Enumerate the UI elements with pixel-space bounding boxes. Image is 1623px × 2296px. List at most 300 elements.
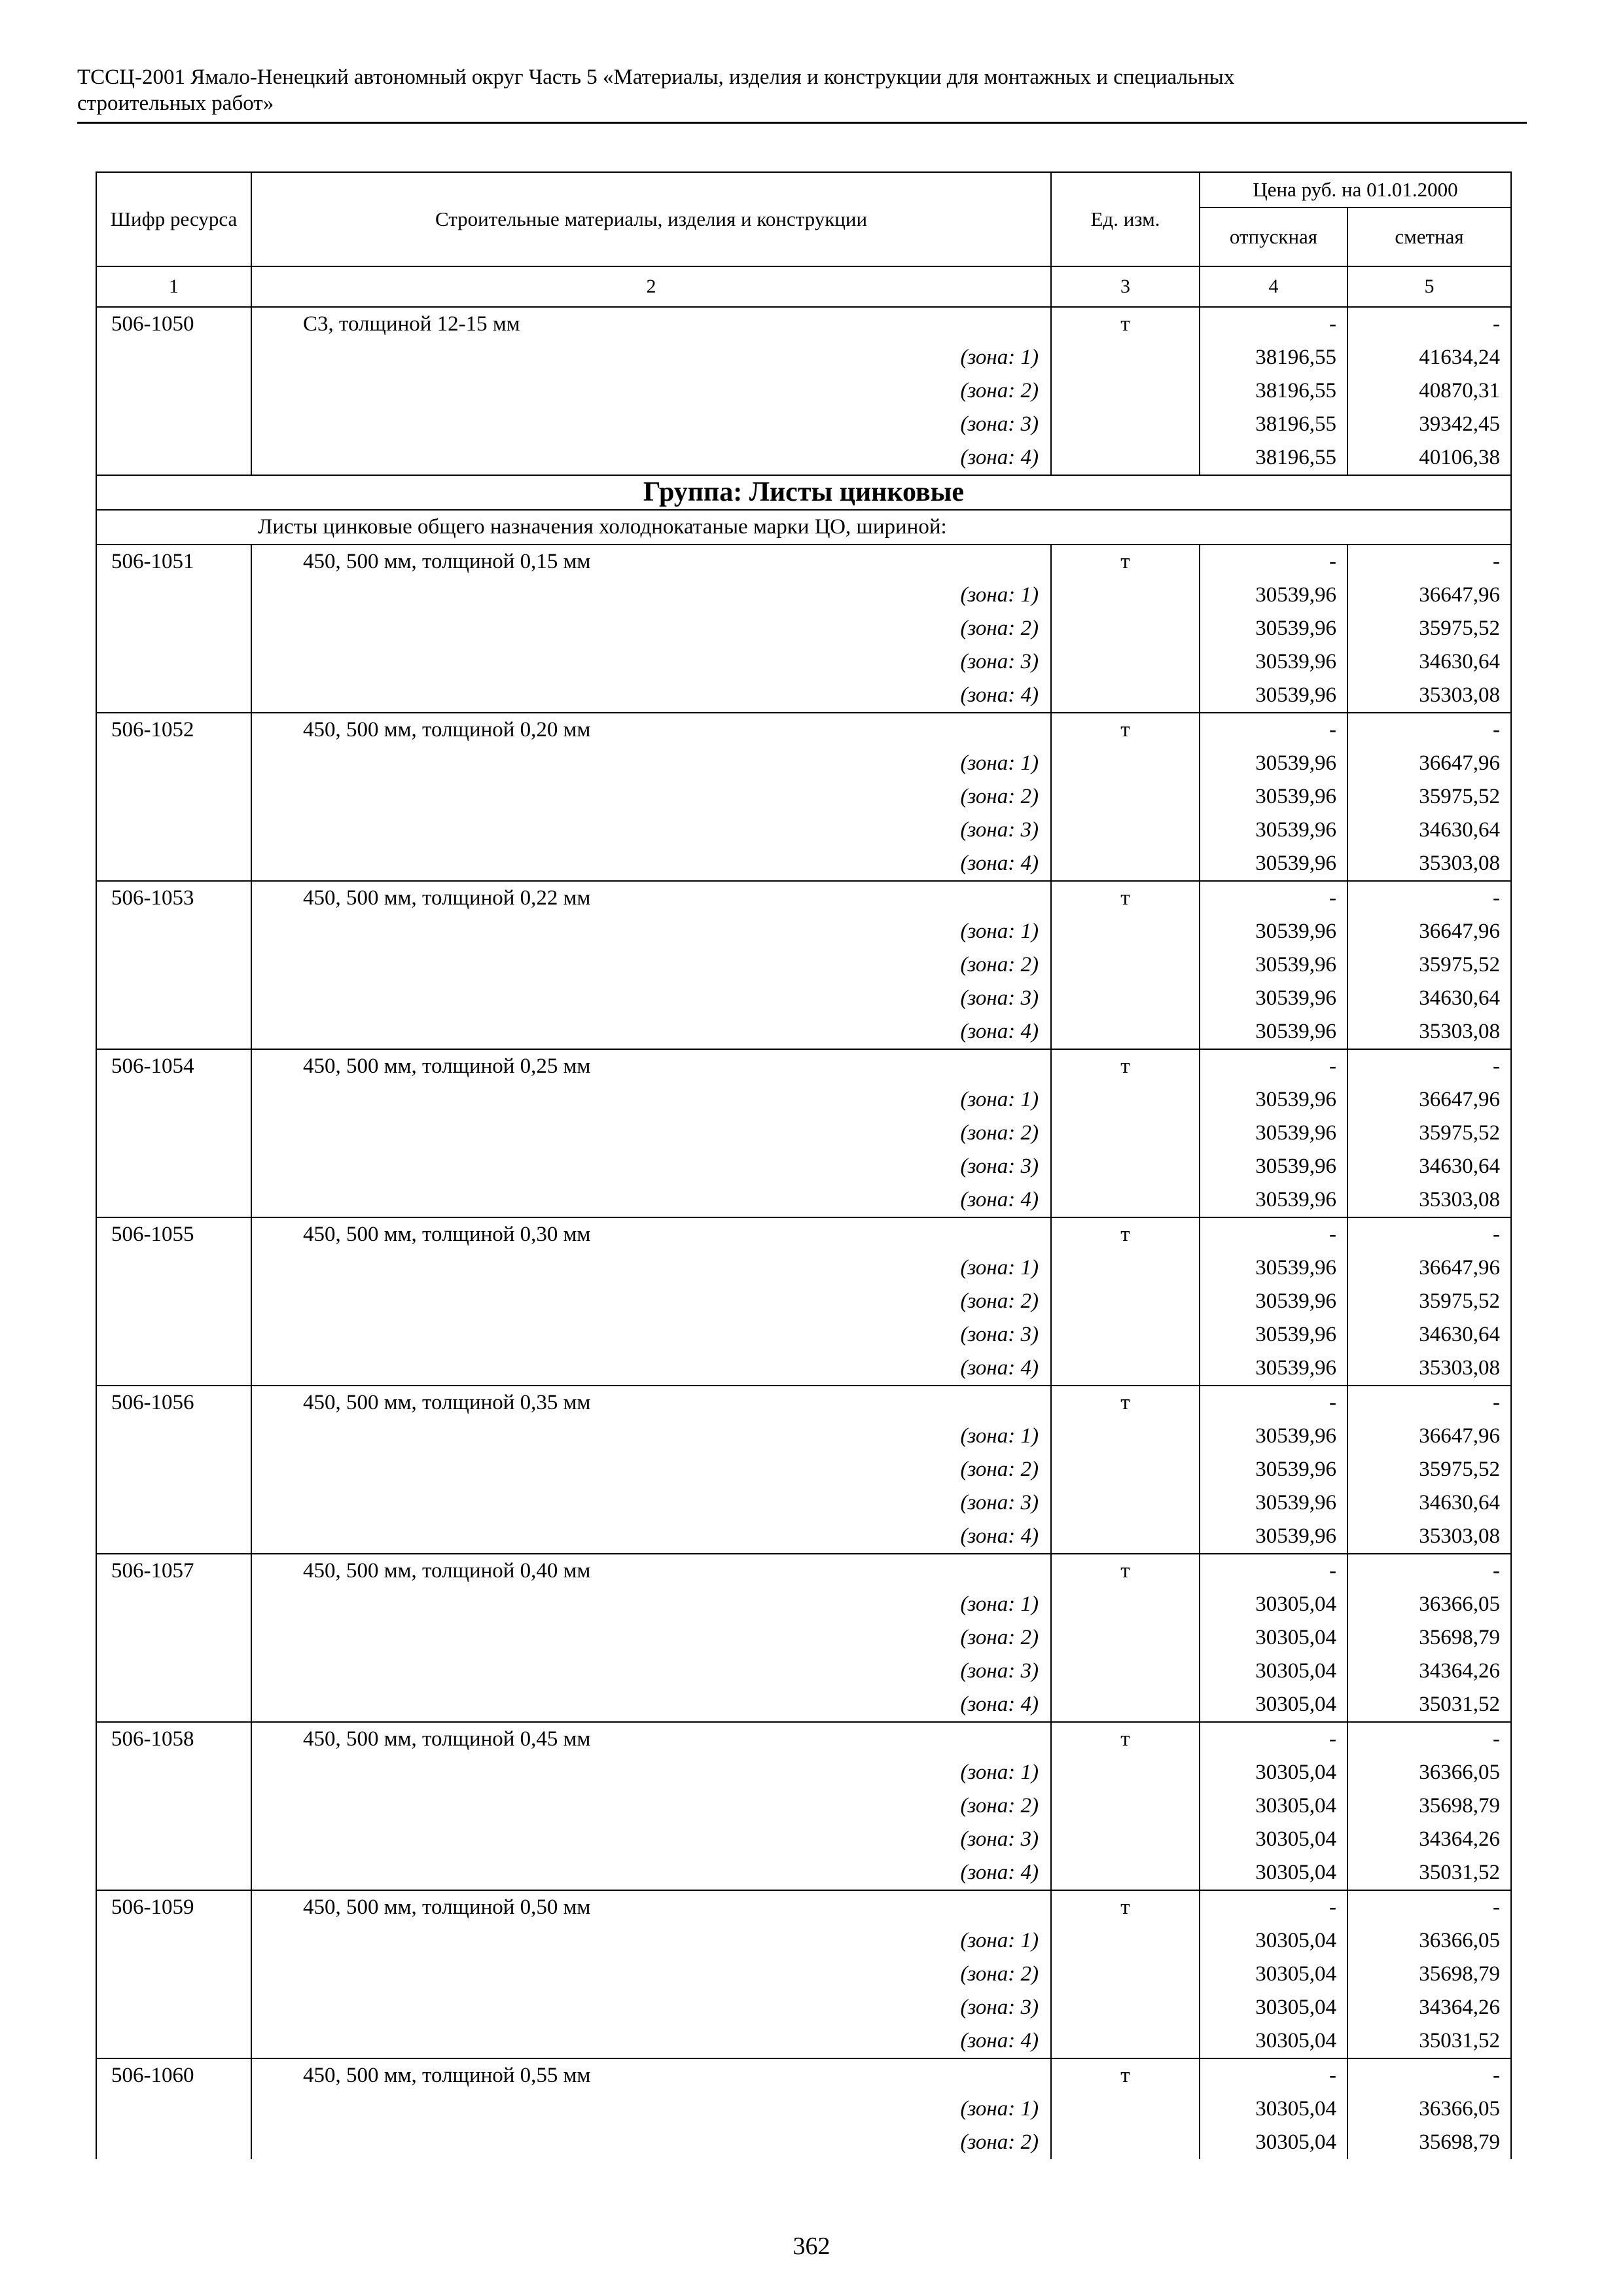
release-price: 38196,55	[1200, 408, 1347, 441]
table-row	[96, 307, 1511, 341]
zone-label: (зона: 2)	[251, 1117, 1051, 1150]
zone-row	[96, 408, 1511, 441]
empty-cell	[1051, 1453, 1200, 1486]
estimate-price: 34630,64	[1347, 1318, 1511, 1352]
release-price: 30305,04	[1200, 1789, 1347, 1823]
empty-cell	[1051, 847, 1200, 881]
release-price: -	[1200, 545, 1347, 579]
resource-code: 506-1051	[96, 545, 251, 579]
table-row	[96, 1217, 1511, 1251]
estimate-price: -	[1347, 1049, 1511, 1083]
zone-label: (зона: 1)	[251, 1420, 1051, 1453]
estimate-price: 34630,64	[1347, 645, 1511, 679]
table-row	[96, 2058, 1511, 2092]
empty-cell	[96, 948, 251, 982]
subgroup-title: Листы цинковые общего назначения холоднокатаные марки ЦО, шириной:	[96, 510, 1511, 545]
resource-code: 506-1058	[96, 1722, 251, 1756]
empty-cell	[1051, 1789, 1200, 1823]
estimate-price: -	[1347, 881, 1511, 915]
release-price: 30305,04	[1200, 1756, 1347, 1789]
empty-cell	[1051, 1756, 1200, 1789]
empty-cell	[1051, 1486, 1200, 1520]
estimate-price: 39342,45	[1347, 408, 1511, 441]
header-estimate: сметная	[1347, 207, 1511, 266]
empty-cell	[96, 1688, 251, 1722]
estimate-price: 34630,64	[1347, 1486, 1511, 1520]
resource-code: 506-1060	[96, 2058, 251, 2092]
empty-cell	[1051, 1688, 1200, 1722]
release-price: 30539,96	[1200, 747, 1347, 780]
empty-cell	[96, 1958, 251, 1991]
unit-cell: т	[1051, 713, 1200, 747]
zone-row	[96, 847, 1511, 881]
material-name: 450, 500 мм, толщиной 0,35 мм	[251, 1386, 1051, 1420]
empty-cell	[96, 1318, 251, 1352]
estimate-price: -	[1347, 1890, 1511, 1924]
zone-label: (зона: 3)	[251, 1823, 1051, 1856]
release-price: 30539,96	[1200, 1117, 1347, 1150]
empty-cell	[96, 374, 251, 408]
release-price: 30305,04	[1200, 2024, 1347, 2058]
header-name: Строительные материалы, изделия и конструкции	[251, 172, 1051, 266]
empty-cell	[96, 1453, 251, 1486]
release-price: 30539,96	[1200, 579, 1347, 612]
release-price: 30539,96	[1200, 982, 1347, 1015]
zone-label: (зона: 1)	[251, 341, 1051, 374]
group-title: Группа: Листы цинковые	[96, 475, 1511, 510]
empty-cell	[1051, 679, 1200, 713]
release-price: -	[1200, 881, 1347, 915]
release-price: 30539,96	[1200, 645, 1347, 679]
empty-cell	[1051, 2092, 1200, 2126]
table-row	[96, 1890, 1511, 1924]
estimate-price: 35698,79	[1347, 1789, 1511, 1823]
column-number-row	[96, 266, 1511, 307]
zone-label: (зона: 1)	[251, 579, 1051, 612]
zone-label: (зона: 1)	[251, 747, 1051, 780]
release-price: 30539,96	[1200, 1285, 1347, 1318]
empty-cell	[1051, 2126, 1200, 2159]
zone-label: (зона: 2)	[251, 948, 1051, 982]
header-line-1: ТССЦ-2001 Ямало-Ненецкий автономный округ Часть 5 «Материалы, изделия и конструкции для монтажных и специальных	[77, 65, 1235, 89]
empty-cell	[96, 1823, 251, 1856]
release-price: 30539,96	[1200, 1251, 1347, 1285]
zone-row	[96, 2092, 1511, 2126]
release-price: 30539,96	[1200, 1015, 1347, 1049]
zone-row	[96, 1318, 1511, 1352]
estimate-price: 35303,08	[1347, 1520, 1511, 1554]
header-release: отпускная	[1200, 207, 1347, 266]
estimate-price: 35031,52	[1347, 1856, 1511, 1890]
material-name: С3, толщиной 12-15 мм	[251, 307, 1051, 341]
estimate-price: 35975,52	[1347, 948, 1511, 982]
estimate-price: 35303,08	[1347, 1352, 1511, 1386]
zone-label: (зона: 1)	[251, 1083, 1051, 1117]
estimate-price: 40870,31	[1347, 374, 1511, 408]
empty-cell	[1051, 1285, 1200, 1318]
release-price: -	[1200, 1554, 1347, 1588]
release-price: 30539,96	[1200, 1150, 1347, 1183]
empty-cell	[1051, 1015, 1200, 1049]
table-row	[96, 1386, 1511, 1420]
release-price: 30305,04	[1200, 1655, 1347, 1688]
zone-label: (зона: 2)	[251, 1621, 1051, 1655]
zone-row	[96, 1150, 1511, 1183]
zone-row	[96, 1621, 1511, 1655]
empty-cell	[1051, 1856, 1200, 1890]
empty-cell	[96, 1420, 251, 1453]
zone-row	[96, 1083, 1511, 1117]
release-price: -	[1200, 1049, 1347, 1083]
release-price: 30305,04	[1200, 1823, 1347, 1856]
release-price: 30539,96	[1200, 679, 1347, 713]
zone-label: (зона: 4)	[251, 679, 1051, 713]
zone-row	[96, 612, 1511, 645]
zone-row	[96, 1789, 1511, 1823]
resource-code: 506-1057	[96, 1554, 251, 1588]
material-name: 450, 500 мм, толщиной 0,45 мм	[251, 1722, 1051, 1756]
estimate-price: 34364,26	[1347, 1991, 1511, 2024]
unit-cell: т	[1051, 545, 1200, 579]
empty-cell	[96, 2092, 251, 2126]
estimate-price: 35031,52	[1347, 2024, 1511, 2058]
empty-cell	[1051, 579, 1200, 612]
release-price: -	[1200, 1386, 1347, 1420]
table-row	[96, 1722, 1511, 1756]
estimate-price: -	[1347, 307, 1511, 341]
zone-label: (зона: 4)	[251, 1015, 1051, 1049]
zone-label: (зона: 3)	[251, 1318, 1051, 1352]
table-header-row-1	[96, 172, 1511, 207]
zone-label: (зона: 3)	[251, 1655, 1051, 1688]
zone-label: (зона: 4)	[251, 2024, 1051, 2058]
empty-cell	[1051, 341, 1200, 374]
zone-row	[96, 1588, 1511, 1621]
empty-cell	[96, 814, 251, 847]
material-name: 450, 500 мм, толщиной 0,20 мм	[251, 713, 1051, 747]
header-code: Шифр ресурса	[96, 172, 251, 266]
empty-cell	[96, 1991, 251, 2024]
estimate-price: -	[1347, 713, 1511, 747]
zone-label: (зона: 2)	[251, 612, 1051, 645]
empty-cell	[96, 1285, 251, 1318]
empty-cell	[96, 1588, 251, 1621]
empty-cell	[96, 1621, 251, 1655]
empty-cell	[96, 1486, 251, 1520]
zone-label: (зона: 1)	[251, 1756, 1051, 1789]
zone-label: (зона: 4)	[251, 1688, 1051, 1722]
empty-cell	[96, 2024, 251, 2058]
table-row	[96, 545, 1511, 579]
zone-row	[96, 1352, 1511, 1386]
zone-row	[96, 1991, 1511, 2024]
zone-label: (зона: 2)	[251, 1958, 1051, 1991]
release-price: 30305,04	[1200, 1688, 1347, 1722]
release-price: -	[1200, 1722, 1347, 1756]
column-number: 1	[96, 266, 251, 307]
empty-cell	[1051, 1150, 1200, 1183]
zone-row	[96, 1756, 1511, 1789]
empty-cell	[1051, 982, 1200, 1015]
estimate-price: 35975,52	[1347, 612, 1511, 645]
zone-label: (зона: 4)	[251, 1352, 1051, 1386]
zone-label: (зона: 1)	[251, 915, 1051, 948]
material-name: 450, 500 мм, толщиной 0,40 мм	[251, 1554, 1051, 1588]
table-row	[96, 713, 1511, 747]
zone-row	[96, 679, 1511, 713]
empty-cell	[1051, 747, 1200, 780]
estimate-price: 36647,96	[1347, 915, 1511, 948]
estimate-price: 36647,96	[1347, 747, 1511, 780]
empty-cell	[96, 847, 251, 881]
unit-cell: т	[1051, 1386, 1200, 1420]
empty-cell	[96, 1856, 251, 1890]
empty-cell	[1051, 408, 1200, 441]
zone-row	[96, 1486, 1511, 1520]
column-number: 5	[1347, 266, 1511, 307]
estimate-price: 35698,79	[1347, 1958, 1511, 1991]
unit-cell: т	[1051, 1890, 1200, 1924]
empty-cell	[1051, 1823, 1200, 1856]
zone-row	[96, 1251, 1511, 1285]
zone-row	[96, 1420, 1511, 1453]
empty-cell	[96, 1756, 251, 1789]
zone-row	[96, 814, 1511, 847]
empty-cell	[96, 1117, 251, 1150]
empty-cell	[1051, 1083, 1200, 1117]
zone-row	[96, 1688, 1511, 1722]
estimate-price: 36647,96	[1347, 579, 1511, 612]
zone-row	[96, 2126, 1511, 2159]
estimate-price: 34630,64	[1347, 982, 1511, 1015]
estimate-price: 40106,38	[1347, 441, 1511, 475]
zone-row	[96, 1924, 1511, 1958]
zone-label: (зона: 4)	[251, 847, 1051, 881]
empty-cell	[1051, 1655, 1200, 1688]
zone-row	[96, 1285, 1511, 1318]
zone-row	[96, 1958, 1511, 1991]
empty-cell	[1051, 948, 1200, 982]
release-price: 30539,96	[1200, 1318, 1347, 1352]
zone-label: (зона: 3)	[251, 408, 1051, 441]
material-name: 450, 500 мм, толщиной 0,50 мм	[251, 1890, 1051, 1924]
release-price: 30305,04	[1200, 1924, 1347, 1958]
empty-cell	[96, 1150, 251, 1183]
page-number: 362	[793, 2233, 830, 2260]
release-price: 30305,04	[1200, 2126, 1347, 2159]
release-price: -	[1200, 713, 1347, 747]
resource-code: 506-1059	[96, 1890, 251, 1924]
estimate-price: -	[1347, 545, 1511, 579]
estimate-price: 35975,52	[1347, 1453, 1511, 1486]
column-number: 4	[1200, 266, 1347, 307]
zone-label: (зона: 4)	[251, 1183, 1051, 1217]
zone-label: (зона: 2)	[251, 2126, 1051, 2159]
resource-code: 506-1054	[96, 1049, 251, 1083]
zone-label: (зона: 1)	[251, 1924, 1051, 1958]
release-price: -	[1200, 307, 1347, 341]
estimate-price: 36647,96	[1347, 1420, 1511, 1453]
header-divider	[77, 122, 1527, 124]
empty-cell	[96, 1789, 251, 1823]
empty-cell	[1051, 1420, 1200, 1453]
estimate-price: 35698,79	[1347, 2126, 1511, 2159]
release-price: -	[1200, 1217, 1347, 1251]
empty-cell	[96, 1655, 251, 1688]
estimate-price: 36366,05	[1347, 1924, 1511, 1958]
zone-label: (зона: 2)	[251, 374, 1051, 408]
header-line-2: строительных работ»	[77, 92, 274, 115]
empty-cell	[1051, 374, 1200, 408]
unit-cell: т	[1051, 1217, 1200, 1251]
empty-cell	[96, 579, 251, 612]
unit-cell: т	[1051, 2058, 1200, 2092]
empty-cell	[1051, 1588, 1200, 1621]
zone-label: (зона: 1)	[251, 1588, 1051, 1621]
estimate-price: -	[1347, 1722, 1511, 1756]
estimate-price: -	[1347, 2058, 1511, 2092]
empty-cell	[96, 1352, 251, 1386]
empty-cell	[1051, 1520, 1200, 1554]
release-price: 30305,04	[1200, 1856, 1347, 1890]
estimate-price: 35031,52	[1347, 1688, 1511, 1722]
zone-row	[96, 982, 1511, 1015]
release-price: 30305,04	[1200, 1588, 1347, 1621]
header-unit: Ед. изм.	[1051, 172, 1200, 266]
estimate-price: 35303,08	[1347, 679, 1511, 713]
estimate-price: 36366,05	[1347, 2092, 1511, 2126]
zone-row	[96, 374, 1511, 408]
resource-code: 506-1056	[96, 1386, 251, 1420]
release-price: 30539,96	[1200, 612, 1347, 645]
release-price: 30539,96	[1200, 1420, 1347, 1453]
empty-cell	[96, 780, 251, 814]
empty-cell	[96, 408, 251, 441]
resource-code: 506-1052	[96, 713, 251, 747]
release-price: -	[1200, 2058, 1347, 2092]
empty-cell	[96, 612, 251, 645]
release-price: 30539,96	[1200, 915, 1347, 948]
release-price: 38196,55	[1200, 341, 1347, 374]
zone-row	[96, 915, 1511, 948]
empty-cell	[96, 2126, 251, 2159]
estimate-price: 35303,08	[1347, 847, 1511, 881]
column-number: 3	[1051, 266, 1200, 307]
zone-row	[96, 1655, 1511, 1688]
empty-cell	[96, 915, 251, 948]
empty-cell	[96, 679, 251, 713]
empty-cell	[96, 441, 251, 475]
empty-cell	[96, 1924, 251, 1958]
zone-row	[96, 441, 1511, 475]
empty-cell	[1051, 2024, 1200, 2058]
zone-row	[96, 1520, 1511, 1554]
zone-label: (зона: 4)	[251, 441, 1051, 475]
estimate-price: 35303,08	[1347, 1015, 1511, 1049]
zone-label: (зона: 1)	[251, 2092, 1051, 2126]
release-price: 30539,96	[1200, 1183, 1347, 1217]
zone-row	[96, 1453, 1511, 1486]
empty-cell	[96, 1520, 251, 1554]
estimate-price: 34630,64	[1347, 1150, 1511, 1183]
release-price: 30539,96	[1200, 780, 1347, 814]
estimate-price: -	[1347, 1386, 1511, 1420]
unit-cell: т	[1051, 1722, 1200, 1756]
estimate-price: 34630,64	[1347, 814, 1511, 847]
zone-row	[96, 1856, 1511, 1890]
release-price: 30539,96	[1200, 814, 1347, 847]
empty-cell	[96, 747, 251, 780]
table-row	[96, 1554, 1511, 1588]
unit-cell: т	[1051, 1049, 1200, 1083]
release-price: 30539,96	[1200, 1486, 1347, 1520]
empty-cell	[96, 982, 251, 1015]
estimate-price: 35698,79	[1347, 1621, 1511, 1655]
resource-code: 506-1055	[96, 1217, 251, 1251]
zone-row	[96, 645, 1511, 679]
resource-code: 506-1050	[96, 307, 251, 341]
zone-row	[96, 1183, 1511, 1217]
release-price: 38196,55	[1200, 374, 1347, 408]
empty-cell	[96, 1183, 251, 1217]
header-price: Цена руб. на 01.01.2000	[1200, 172, 1511, 207]
zone-label: (зона: 2)	[251, 1453, 1051, 1486]
zone-label: (зона: 3)	[251, 645, 1051, 679]
empty-cell	[1051, 441, 1200, 475]
zone-label: (зона: 2)	[251, 1285, 1051, 1318]
unit-cell: т	[1051, 307, 1200, 341]
price-table	[96, 171, 1512, 2159]
group-row	[96, 475, 1511, 510]
table-row	[96, 881, 1511, 915]
material-name: 450, 500 мм, толщиной 0,22 мм	[251, 881, 1051, 915]
empty-cell	[1051, 1924, 1200, 1958]
empty-cell	[96, 1083, 251, 1117]
resource-code: 506-1053	[96, 881, 251, 915]
estimate-price: 34364,26	[1347, 1823, 1511, 1856]
unit-cell: т	[1051, 881, 1200, 915]
zone-label: (зона: 3)	[251, 982, 1051, 1015]
zone-label: (зона: 3)	[251, 1486, 1051, 1520]
zone-label: (зона: 3)	[251, 814, 1051, 847]
empty-cell	[1051, 1991, 1200, 2024]
unit-cell: т	[1051, 1554, 1200, 1588]
empty-cell	[1051, 1621, 1200, 1655]
zone-row	[96, 1117, 1511, 1150]
estimate-price: 34364,26	[1347, 1655, 1511, 1688]
estimate-price: -	[1347, 1554, 1511, 1588]
empty-cell	[96, 645, 251, 679]
release-price: 30305,04	[1200, 1991, 1347, 2024]
zone-row	[96, 579, 1511, 612]
empty-cell	[1051, 1251, 1200, 1285]
empty-cell	[1051, 1183, 1200, 1217]
estimate-price: 35975,52	[1347, 780, 1511, 814]
estimate-price: 35975,52	[1347, 1285, 1511, 1318]
empty-cell	[1051, 915, 1200, 948]
empty-cell	[1051, 1958, 1200, 1991]
estimate-price: 36647,96	[1347, 1251, 1511, 1285]
material-name: 450, 500 мм, толщиной 0,30 мм	[251, 1217, 1051, 1251]
empty-cell	[96, 1015, 251, 1049]
zone-label: (зона: 4)	[251, 1520, 1051, 1554]
release-price: 38196,55	[1200, 441, 1347, 475]
empty-cell	[1051, 1318, 1200, 1352]
zone-label: (зона: 3)	[251, 1150, 1051, 1183]
subgroup-row	[96, 510, 1511, 545]
zone-label: (зона: 2)	[251, 1789, 1051, 1823]
zone-row	[96, 1015, 1511, 1049]
